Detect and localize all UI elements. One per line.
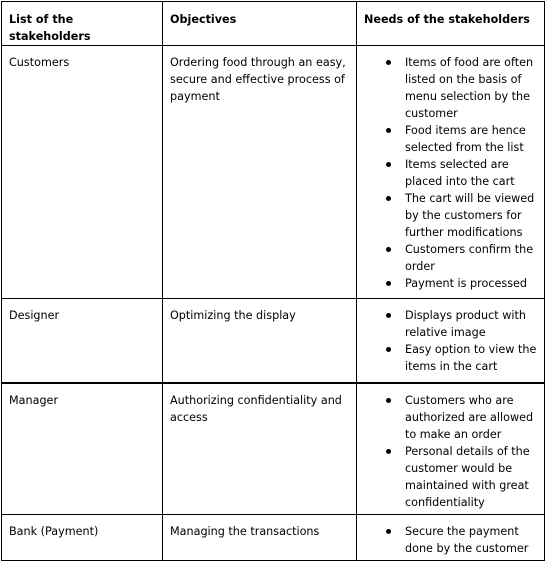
- needs-cell: [357, 299, 545, 384]
- header-stakeholders: List of the stakeholders: [2, 2, 163, 46]
- needs-list: [364, 54, 538, 292]
- need-text: Displays product with relative image: [405, 309, 526, 339]
- bullet-icon: [386, 347, 391, 352]
- need-text: Items of food are often listed on the basis of menu selection by the customer: [405, 56, 534, 120]
- table-row: [2, 299, 545, 384]
- objective-cell: Ordering food through an easy, secure and effective process of payment: [163, 46, 357, 299]
- bullet-icon: [386, 60, 391, 65]
- stakeholder-table: [1, 1, 545, 561]
- objective-cell: Managing the transactions: [163, 515, 357, 561]
- need-item: [364, 341, 538, 375]
- need-text: Customers who are authorized are allowed to make an order: [405, 394, 534, 441]
- stakeholder-cell: Designer: [2, 299, 163, 384]
- need-text: Easy option to view the items in the cart: [405, 343, 537, 373]
- need-item: [364, 523, 538, 557]
- stakeholder-cell: Customers: [2, 46, 163, 299]
- need-item: [364, 392, 538, 443]
- needs-list: [364, 307, 538, 375]
- need-item: [364, 241, 538, 275]
- header-needs: Needs of the stakeholders: [357, 2, 545, 46]
- needs-list: [364, 392, 538, 511]
- bullet-icon: [386, 162, 391, 167]
- need-item: [364, 443, 538, 511]
- need-item: [364, 156, 538, 190]
- bullet-icon: [386, 398, 391, 403]
- need-item: [364, 307, 538, 341]
- stakeholder-cell: Manager: [2, 383, 163, 515]
- need-text: Food items are hence selected from the list: [405, 124, 526, 154]
- header-objectives: Objectives: [163, 2, 357, 46]
- needs-list: [364, 523, 538, 557]
- table-row: [2, 515, 545, 561]
- table-row: [2, 383, 545, 515]
- header-row: [2, 2, 545, 46]
- need-item: [364, 275, 538, 292]
- objective-cell: Optimizing the display: [163, 299, 357, 384]
- bullet-icon: [386, 449, 391, 454]
- needs-cell: [357, 46, 545, 299]
- stakeholder-cell: Bank (Payment): [2, 515, 163, 561]
- bullet-icon: [386, 247, 391, 252]
- bullet-icon: [386, 196, 391, 201]
- need-text: Items selected are placed into the cart: [405, 158, 515, 188]
- needs-cell: [357, 383, 545, 515]
- need-item: [364, 190, 538, 241]
- bullet-icon: [386, 313, 391, 318]
- bullet-icon: [386, 128, 391, 133]
- bullet-icon: [386, 281, 391, 286]
- bullet-icon: [386, 529, 391, 534]
- need-item: [364, 122, 538, 156]
- need-text: Secure the payment done by the customer: [405, 525, 529, 555]
- objective-cell: Authorizing confidentiality and access: [163, 383, 357, 515]
- needs-cell: [357, 515, 545, 561]
- need-item: [364, 54, 538, 122]
- table-row: [2, 46, 545, 299]
- need-text: Customers confirm the order: [405, 243, 534, 273]
- need-text: Personal details of the customer would be maintained with great confidentiality: [405, 445, 530, 509]
- need-text: The cart will be viewed by the customers for further modifications: [405, 192, 535, 239]
- need-text: Payment is processed: [405, 277, 528, 290]
